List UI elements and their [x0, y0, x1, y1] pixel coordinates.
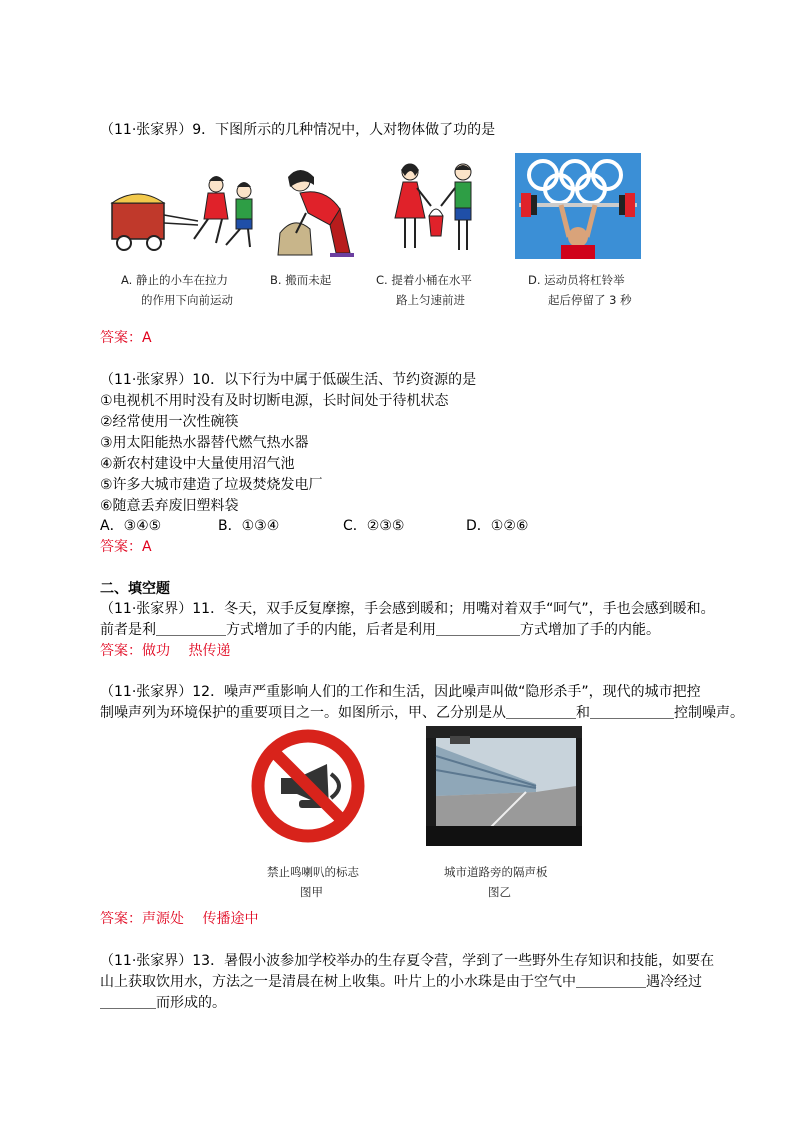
q12-line1: （11·张家界）12．噪声严重影响人们的工作和生活，因此噪声叫做“隐形杀手”，现代的城市把控: [100, 684, 701, 700]
q12-answer: 答案：声源处 传播途中: [100, 911, 259, 927]
q10-item-1: ①电视机不用时没有及时切断电源，长时间处于待机状态: [100, 393, 449, 409]
q10-choice-b: B．①③④: [218, 518, 280, 534]
option-b-caption: B. 搬而未起: [270, 273, 332, 287]
q10-item-2: ②经常使用一次性碗筷: [100, 414, 239, 430]
fig-yi-label: 图乙: [488, 885, 511, 899]
q13-line3: ＿＿＿＿而形成的。: [100, 995, 226, 1011]
section-title: 二、填空题: [100, 581, 170, 597]
sound-barrier-photo: [426, 726, 582, 846]
q9-stem: （11·张家界）9．下图所示的几种情况中，人对物体做了功的是: [100, 122, 496, 138]
q10-choice-a: A．③④⑤: [100, 518, 162, 534]
q10-item-4: ④新农村建设中大量使用沼气池: [100, 456, 295, 472]
q10-answer: 答案：A: [100, 539, 152, 555]
q10-choice-c: C．②③⑤: [343, 518, 405, 534]
figure-d-weightlifter-photo: [515, 153, 641, 259]
q12-line2: 制噪声列为环境保护的重要项目之一。如图所示，甲、乙分别是从＿＿＿＿＿和＿＿＿＿＿＿控制噪声。: [100, 705, 744, 721]
q11-line2: 前者是利＿＿＿＿＿方式增加了手的内能，后者是利用＿＿＿＿＿＿方式增加了手的内能。: [100, 622, 660, 638]
q11-line1: （11·张家界）11．冬天，双手反复摩擦，手会感到暖和；用嘴对着双手“呵气”，手也会感到暖和。: [100, 601, 715, 617]
figure-c-carrying-bucket: [375, 158, 495, 263]
q9-answer: 答案：A: [100, 330, 152, 346]
q10-stem: （11·张家界）10．以下行为中属于低碳生活、节约资源的是: [100, 372, 477, 388]
q13-line1: （11·张家界）13．暑假小波参加学校举办的生存夏令营，学到了一些野外生存知识和技能，如要在: [100, 953, 715, 969]
fig-yi-caption: 城市道路旁的隔声板: [444, 865, 548, 879]
q10-choice-d: D．①②⑥: [466, 518, 529, 534]
q10-item-5: ⑤许多大城市建造了垃圾焚烧发电厂: [100, 477, 323, 493]
q13-line2: 山上获取饮用水，方法之一是清晨在树上收集。叶片上的小水珠是由于空气中＿＿＿＿＿遇冷经过: [100, 974, 702, 990]
option-a-caption: A. 静止的小车在拉力 的作用下向前运动: [121, 273, 233, 307]
no-horn-sign: [249, 726, 367, 846]
fig-jia-label: 图甲: [300, 885, 323, 899]
option-c-caption: C. 提着小桶在水平 路上匀速前进: [376, 273, 472, 307]
fig-jia-caption: 禁止鸣喇叭的标志: [267, 865, 359, 879]
figure-b-lifting-sack: [270, 163, 355, 263]
option-d-caption: D. 运动员将杠铃举 起后停留了 3 秒: [528, 273, 632, 307]
q11-answer: 答案：做功 热传递: [100, 643, 231, 659]
figure-a-pulling-cart: [108, 163, 263, 263]
q10-item-6: ⑥随意丢弃废旧塑料袋: [100, 498, 239, 514]
q10-item-3: ③用太阳能热水器替代燃气热水器: [100, 435, 309, 451]
